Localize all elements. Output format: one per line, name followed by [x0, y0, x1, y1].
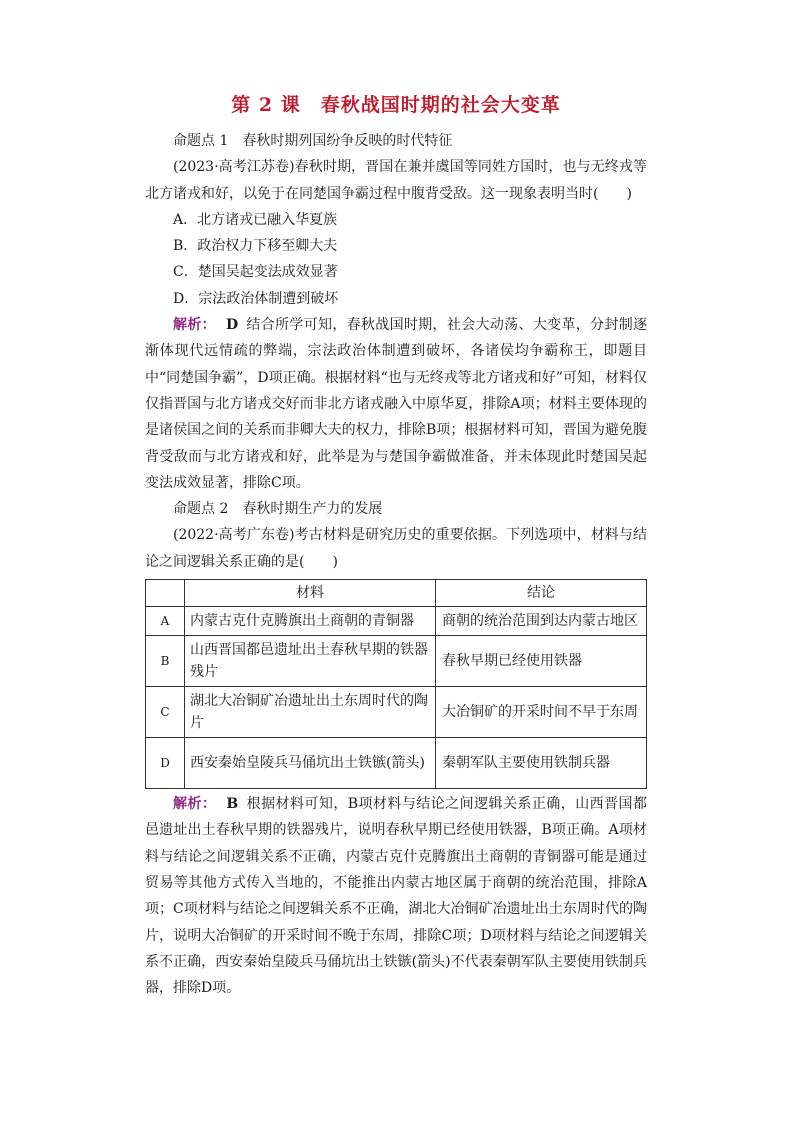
row-conclusion: 商朝的统治范围到达内蒙古地区	[436, 607, 647, 636]
question-1-option-b: B．政治权力下移至卿大夫	[173, 238, 338, 255]
material-conclusion-table	[145, 579, 647, 789]
table-row	[146, 687, 647, 738]
question-1-option-d: D．宗法政治体制遭到破坏	[173, 290, 339, 307]
document-page	[145, 92, 647, 1001]
table-row	[146, 636, 647, 687]
table-row	[146, 738, 647, 789]
table-header-conclusion: 结论	[436, 580, 647, 607]
question-1-option-a: A．北方诸戎已融入华夏族	[173, 211, 338, 228]
row-conclusion: 秦朝军队主要使用铁制兵器	[436, 738, 647, 789]
section-1	[145, 128, 647, 496]
table-header-blank	[146, 580, 185, 607]
analysis-1-text: 结合所学可知，春秋战国时期，社会大动荡、大变革，分封制逐渐体现代远情疏的弊端，宗法政治体制遭到破坏，各诸侯均争霸称王，即题目中“同楚国争霸”，D项正确。根据材料“也与无终戎等北方诸戎和好”可知，材料仅仅指晋国与北方诸戎交好而非北方诸戎融入中原华夏，排除A项；材料主要体现的是诸侯国之间的关系而非卿大夫的权力，排除B项；根据材料可知，晋国为避免腹背受敌而与北方诸戎和好，此举是为与楚国争霸做准备，并未体现此时楚国吴起变法成效显著，排除C项。	[145, 317, 648, 491]
row-label: D	[146, 738, 185, 789]
lesson-title: 第 2 课 春秋战国时期的社会大变革	[231, 94, 561, 116]
row-label: A	[146, 607, 185, 636]
row-material: 西安秦始皇陵兵马俑坑出土铁镞(箭头)	[185, 738, 436, 789]
table-header-material: 材料	[185, 580, 436, 607]
answer-2: B	[226, 796, 239, 813]
table-row	[146, 607, 647, 636]
section-2-heading: 命题点 2 春秋时期生产力的发展	[173, 501, 383, 518]
table-header-row	[146, 580, 647, 607]
question-1-option-c: C．楚国吴起变法成效显著	[173, 264, 338, 281]
analysis-2-text: 根据材料可知，B项材料与结论之间逻辑关系正确，山西晋国都邑遗址出土春秋早期的铁器残片，说明春秋早期已经使用铁器，B项正确。A项材料与结论之间逻辑关系不正确，内蒙古克什克腾旗出土商朝的青铜器可能是通过贸易等其他方式传入当地的，不能推出内蒙古地区属于商朝的统治范围，排除A项；C项材料与结论之间逻辑关系不正确，湖北大冶铜矿冶遗址出土东周时代的陶片，说明大冶铜矿的开采时间不晚于东周，排除C项；D项材料与结论之间逻辑关系不正确，西安秦始皇陵兵马俑坑出土铁镞(箭头)不代表秦朝军队主要使用铁制兵器，排除D项。	[145, 796, 647, 997]
row-material: 山西晋国都邑遗址出土春秋早期的铁器残片	[185, 636, 436, 687]
analysis-1	[145, 312, 647, 496]
analysis-1-label: 解析：	[173, 317, 216, 334]
row-conclusion: 大冶铜矿的开采时间不早于东周	[436, 687, 647, 738]
answer-1: D	[225, 317, 239, 334]
section-2	[145, 496, 647, 1001]
question-1-stem: (2023·高考江苏卷)春秋时期，晋国在兼并虞国等同姓方国时，也与无终戎等北方诸戎和好，以免于在同楚国争霸过程中腹背受敌。这一现象表明当时( )	[145, 159, 647, 202]
section-1-heading: 命题点 1 春秋时期列国纷争反映的时代特征	[173, 133, 453, 149]
question-2-stem: (2022·高考广东卷)考古材料是研究历史的重要依据。下列选项中，材料与结论之间逻辑关系正确的是( )	[145, 527, 647, 570]
row-material: 湖北大冶铜矿冶遗址出土东周时代的陶片	[185, 687, 436, 738]
row-label: C	[146, 687, 185, 738]
row-material: 内蒙古克什克腾旗出土商朝的青铜器	[185, 607, 436, 636]
analysis-2-label: 解析：	[173, 796, 217, 813]
analysis-2	[145, 791, 647, 1001]
row-label: B	[146, 636, 185, 687]
row-conclusion: 春秋早期已经使用铁器	[436, 636, 647, 687]
